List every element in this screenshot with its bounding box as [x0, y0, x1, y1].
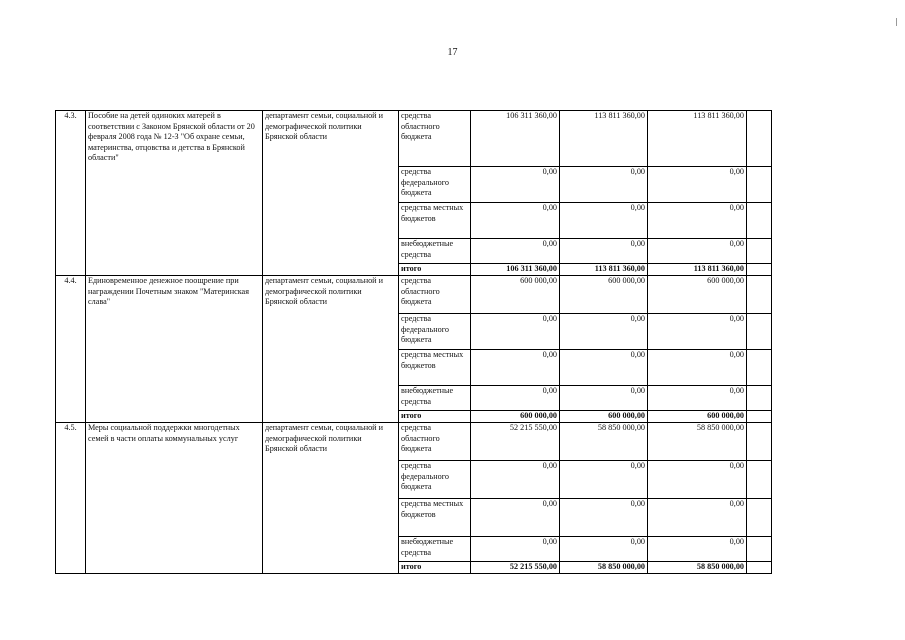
- funding-source: средства областного бюджета: [399, 276, 471, 314]
- section-code: 4.3.: [56, 111, 86, 276]
- section-code: 4.4.: [56, 276, 86, 423]
- empty-cell: [747, 167, 772, 203]
- measure-title: Единовременное денежное поощрение при награждении Почетным знаком "Материнская слава": [86, 276, 263, 423]
- amount-cell: 0,00: [648, 167, 747, 203]
- empty-cell: [747, 264, 772, 276]
- amount-cell: 58 850 000,00: [648, 562, 747, 574]
- responsible-department: департамент семьи, социальной и демографической политики Брянской области: [263, 423, 399, 574]
- amount-cell: 113 811 360,00: [560, 264, 648, 276]
- empty-cell: [747, 386, 772, 411]
- empty-cell: [747, 350, 772, 386]
- measure-title: Пособие на детей одиноких матерей в соответствии с Законом Брянской области от 20 февраля 2008 года № 12-З "Об охране семьи, материнства, отцовства и детства в Брянской области": [86, 111, 263, 276]
- page-number: 17: [447, 47, 458, 58]
- amount-cell: 600 000,00: [560, 276, 648, 314]
- funding-source: средства местных бюджетов: [399, 203, 471, 239]
- funding-source: средства федерального бюджета: [399, 461, 471, 499]
- amount-cell: 600 000,00: [471, 276, 560, 314]
- amount-cell: 600 000,00: [648, 411, 747, 423]
- amount-cell: 600 000,00: [648, 276, 747, 314]
- funding-source: средства областного бюджета: [399, 423, 471, 461]
- amount-cell: 0,00: [471, 386, 560, 411]
- amount-cell: 0,00: [560, 537, 648, 562]
- empty-cell: [747, 239, 772, 264]
- amount-cell: 0,00: [560, 350, 648, 386]
- responsible-department: департамент семьи, социальной и демографической политики Брянской области: [263, 276, 399, 423]
- amount-cell: 0,00: [648, 537, 747, 562]
- funding-source: внебюджетные средства: [399, 386, 471, 411]
- funding-source: внебюджетные средства: [399, 537, 471, 562]
- scan-edge-mark: [896, 18, 897, 26]
- amount-cell: 58 850 000,00: [560, 423, 648, 461]
- amount-cell: 600 000,00: [560, 411, 648, 423]
- amount-cell: 0,00: [648, 239, 747, 264]
- funding-row: [56, 111, 772, 167]
- amount-cell: 106 311 360,00: [471, 111, 560, 167]
- amount-cell: 113 811 360,00: [648, 264, 747, 276]
- amount-cell: 600 000,00: [471, 411, 560, 423]
- amount-cell: 0,00: [471, 167, 560, 203]
- amount-cell: 0,00: [648, 499, 747, 537]
- amount-cell: 52 215 550,00: [471, 562, 560, 574]
- amount-cell: 0,00: [471, 203, 560, 239]
- amount-cell: 0,00: [560, 239, 648, 264]
- amount-cell: 0,00: [471, 461, 560, 499]
- amount-cell: 0,00: [471, 537, 560, 562]
- funding-source: средства областного бюджета: [399, 111, 471, 167]
- amount-cell: 58 850 000,00: [648, 423, 747, 461]
- amount-cell: 0,00: [648, 461, 747, 499]
- empty-cell: [747, 111, 772, 167]
- amount-cell: 0,00: [648, 350, 747, 386]
- program-financing-table: [55, 110, 772, 574]
- amount-cell: 0,00: [560, 203, 648, 239]
- amount-cell: 58 850 000,00: [560, 562, 648, 574]
- empty-cell: [747, 276, 772, 314]
- amount-cell: 0,00: [560, 461, 648, 499]
- amount-cell: 0,00: [560, 499, 648, 537]
- funding-source: внебюджетные средства: [399, 239, 471, 264]
- amount-cell: 0,00: [648, 203, 747, 239]
- funding-source: итого: [399, 264, 471, 276]
- empty-cell: [747, 537, 772, 562]
- amount-cell: 0,00: [560, 167, 648, 203]
- funding-row: [56, 423, 772, 461]
- empty-cell: [747, 423, 772, 461]
- funding-source: итого: [399, 562, 471, 574]
- amount-cell: 0,00: [471, 314, 560, 350]
- amount-cell: 106 311 360,00: [471, 264, 560, 276]
- funding-row: [56, 276, 772, 314]
- empty-cell: [747, 314, 772, 350]
- empty-cell: [747, 411, 772, 423]
- empty-cell: [747, 562, 772, 574]
- funding-source: итого: [399, 411, 471, 423]
- empty-cell: [747, 203, 772, 239]
- funding-source: средства федерального бюджета: [399, 167, 471, 203]
- amount-cell: 0,00: [648, 386, 747, 411]
- amount-cell: 52 215 550,00: [471, 423, 560, 461]
- amount-cell: 0,00: [471, 350, 560, 386]
- empty-cell: [747, 499, 772, 537]
- measure-title: Меры социальной поддержки многодетных семей в части оплаты коммунальных услуг: [86, 423, 263, 574]
- amount-cell: 113 811 360,00: [648, 111, 747, 167]
- funding-source: средства местных бюджетов: [399, 350, 471, 386]
- funding-source: средства местных бюджетов: [399, 499, 471, 537]
- responsible-department: департамент семьи, социальной и демографической политики Брянской области: [263, 111, 399, 276]
- amount-cell: 0,00: [471, 239, 560, 264]
- amount-cell: 0,00: [471, 499, 560, 537]
- amount-cell: 113 811 360,00: [560, 111, 648, 167]
- empty-cell: [747, 461, 772, 499]
- section-code: 4.5.: [56, 423, 86, 574]
- amount-cell: 0,00: [560, 314, 648, 350]
- funding-source: средства федерального бюджета: [399, 314, 471, 350]
- amount-cell: 0,00: [648, 314, 747, 350]
- amount-cell: 0,00: [560, 386, 648, 411]
